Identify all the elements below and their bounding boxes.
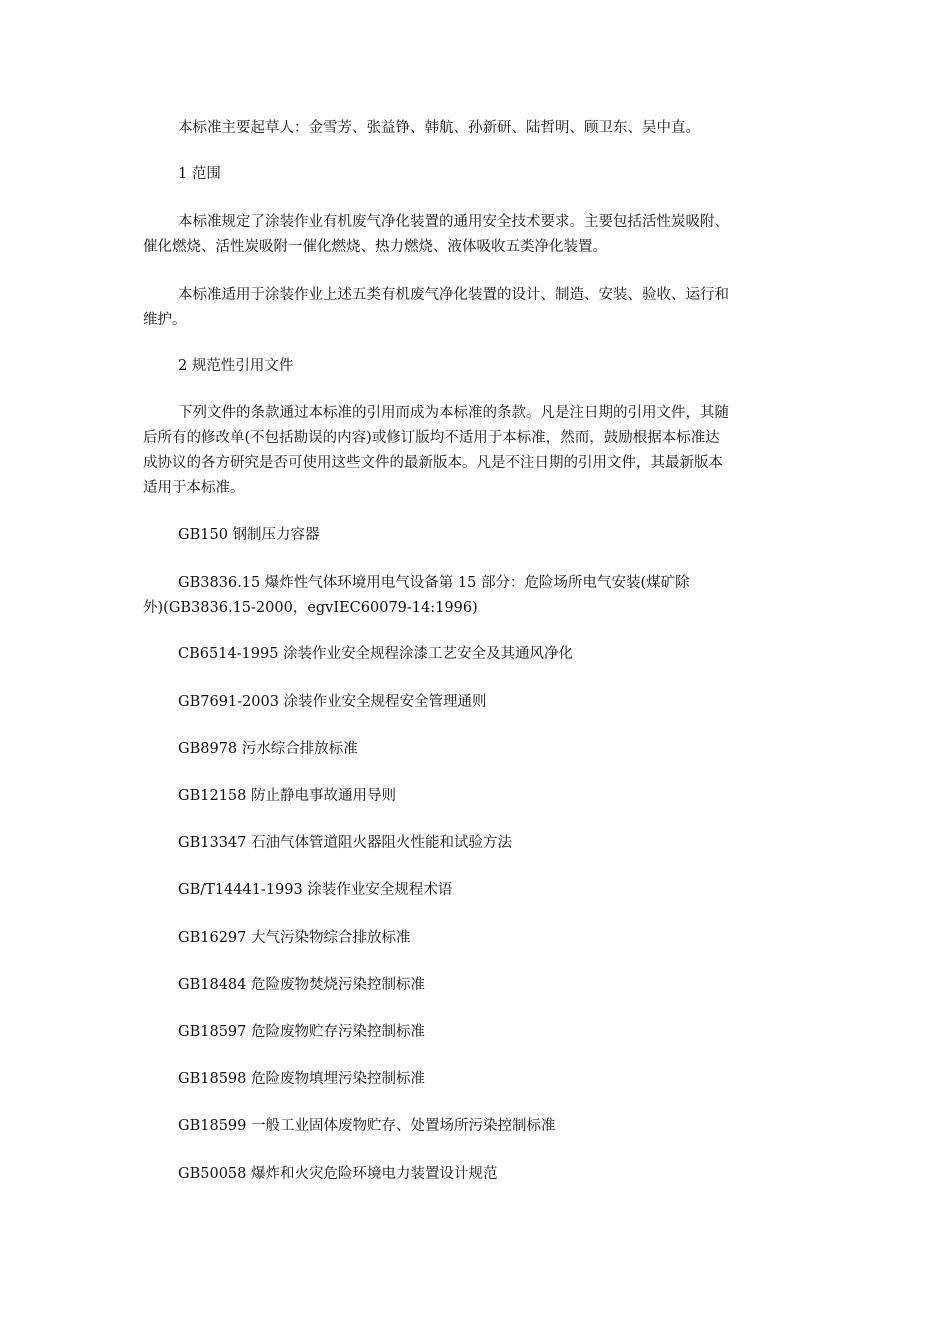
- section-1-paragraph-1-line-2: 催化燃烧、活性炭吸附一催化燃烧、热力燃烧、液体吸收五类净化装置。: [143, 239, 607, 255]
- reference-gb18484: GB18484 危险废物焚烧污染控制标准: [178, 977, 425, 993]
- reference-gb13347: GB13347 石油气体管道阻火器阻火性能和试验方法: [178, 835, 512, 851]
- section-1-heading: 1 范围: [178, 166, 221, 182]
- section-2-paragraph-line-1: 下列文件的条款通过本标准的引用而成为本标准的条款。凡是注日期的引用文件，其随: [178, 405, 729, 421]
- reference-gbt14441: GB/T14441-1993 涂装作业安全规程术语: [178, 882, 453, 898]
- reference-gb3836-line-2: 外)(GB3836.15-2000，egvIEC60079-14:1996): [143, 600, 478, 616]
- section-1-paragraph-1-line-1: 本标准规定了涂装作业有机废气净化装置的通用安全技术要求。主要包括活性炭吸附、: [178, 214, 729, 230]
- reference-gb8978: GB8978 污水综合排放标准: [178, 741, 358, 757]
- reference-gb50058: GB50058 爆炸和火灾危险环境电力装置设计规范: [178, 1166, 498, 1182]
- reference-gb18597: GB18597 危险废物贮存污染控制标准: [178, 1024, 425, 1040]
- reference-gb150: GB150 钢制压力容器: [178, 527, 320, 543]
- drafters-line: 本标准主要起草人：金雪芳、张益铮、韩航、孙新研、陆哲明、顾卫东、吴中直。: [178, 120, 700, 136]
- reference-gb3836-line-1: GB3836.15 爆炸性气体环境用电气设备第 15 部分：危险场所电气安装(煤矿除: [178, 575, 690, 591]
- section-2-paragraph-line-4: 适用于本标准。: [143, 480, 245, 496]
- section-2-paragraph-line-3: 成协议的各方研究是否可使用这些文件的最新版本。凡是不注日期的引用文件，其最新版本: [143, 455, 723, 471]
- reference-gb12158: GB12158 防止静电事故通用导则: [178, 788, 396, 804]
- section-2-heading: 2 规范性引用文件: [178, 358, 294, 374]
- reference-gb16297: GB16297 大气污染物综合排放标准: [178, 930, 411, 946]
- reference-cb6514: CB6514-1995 涂装作业安全规程涂漆工艺安全及其通风净化: [178, 646, 574, 662]
- reference-gb18598: GB18598 危险废物填埋污染控制标准: [178, 1071, 425, 1087]
- reference-gb7691: GB7691-2003 涂装作业安全规程安全管理通则: [178, 694, 487, 710]
- section-2-paragraph-line-2: 后所有的修改单(不包括勘误的内容)或修订版均不适用于本标准，然而，鼓励根据本标准达: [143, 430, 720, 446]
- section-1-paragraph-2-line-1: 本标准适用于涂装作业上述五类有机废气净化装置的设计、制造、安装、验收、运行和: [178, 287, 729, 303]
- reference-gb18599: GB18599 一般工业固体废物贮存、处置场所污染控制标准: [178, 1118, 556, 1134]
- section-1-paragraph-2-line-2: 维护。: [143, 312, 187, 328]
